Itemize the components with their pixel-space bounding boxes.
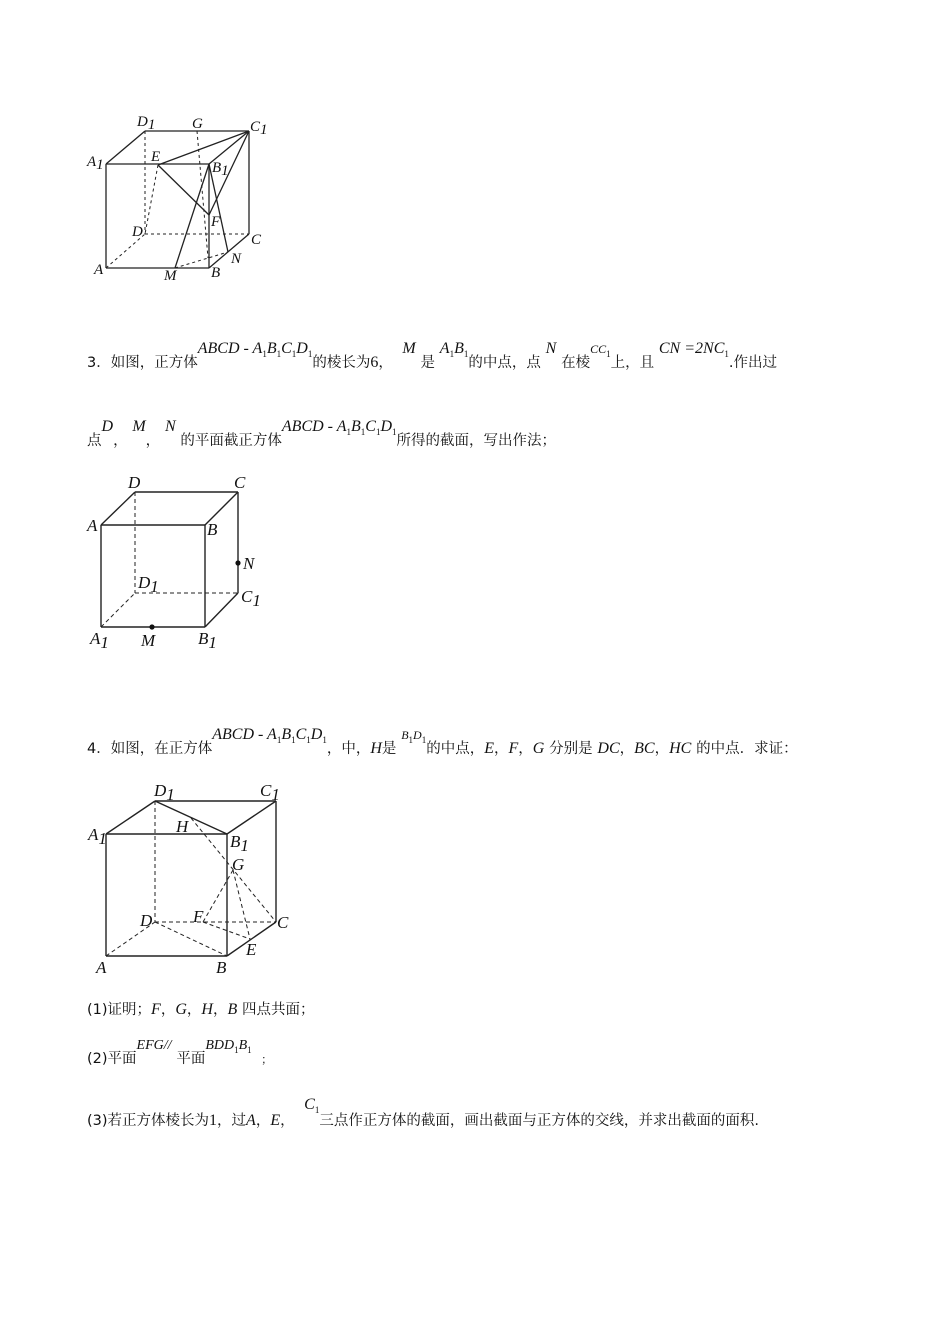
point-H: H [370, 740, 382, 757]
text: 是 [420, 355, 435, 371]
part-label: (2)平面 [87, 1051, 137, 1067]
comma: ， [280, 1113, 295, 1129]
label-F: F [211, 214, 221, 230]
point-M-dot [149, 624, 154, 629]
edge-CC1: CC1 [590, 342, 611, 359]
label-B1: B1 [212, 160, 229, 179]
text: 点 [87, 433, 102, 449]
point-E: E [484, 740, 494, 757]
problem-3-statement-line-2 [87, 418, 557, 452]
label-A1: A1 [88, 825, 107, 848]
point-F: F [508, 740, 519, 757]
edge-length: 6 [370, 354, 379, 371]
text: .作出过 [728, 355, 777, 371]
label-G: G [192, 116, 203, 132]
problem-4-part-3 [87, 1096, 759, 1132]
text: 的棱长为 [312, 355, 371, 371]
comma: ， [113, 433, 128, 449]
figure-2-cube-diagram [80, 470, 280, 655]
comma: ， [493, 741, 509, 757]
segment-B1D1: B1D1 [401, 728, 427, 745]
label-A: A [96, 958, 107, 977]
problem-4-part-2 [87, 1038, 273, 1070]
label-A1: A1 [90, 629, 109, 652]
label-B1: B1 [198, 629, 217, 652]
text: 三点作正方体的截面，画出截面与正方体的交线，并求出截面的面积. [319, 1113, 759, 1129]
part-label: (1)证明； [87, 1002, 152, 1018]
label-F: F [193, 907, 204, 926]
segment-DC: DC [597, 740, 620, 757]
comma: ， [518, 741, 533, 757]
label-D1: D1 [137, 114, 156, 133]
problem-3-statement-line-1 [87, 340, 777, 374]
text: 所得的截面，写出作法； [396, 433, 557, 449]
plane-BDD1B1: $BDD_1B_1$ [205, 1038, 252, 1055]
label-B: B [207, 520, 218, 539]
text: 的平面截正方体 [180, 433, 282, 449]
segment-BC: BC [634, 740, 655, 757]
edge-length: 1 [209, 1112, 218, 1129]
point-M: M [402, 340, 416, 357]
text: 上，且 [610, 355, 655, 371]
text: 分别是 [549, 741, 593, 757]
label-N: N [231, 251, 242, 267]
text: 的中点，点 [468, 355, 541, 371]
label-A: A [94, 262, 104, 278]
label-C1: C1 [250, 119, 268, 138]
text: ，中， [326, 741, 371, 757]
equation-CN-2NC1: CN $=2NC_1$ [658, 340, 729, 359]
text: ， [378, 355, 393, 371]
point-N-dot [235, 560, 240, 565]
cube-name: ABCD - $A_1B_1C_1D_1$ [197, 340, 313, 359]
semicolon: ； [261, 1053, 273, 1066]
label-D: D [128, 473, 141, 492]
label-C: C [234, 473, 246, 492]
cube-name: ABCD - $A_1B_1C_1D_1$ [212, 726, 327, 745]
label-D: D [132, 224, 143, 240]
point-G: G [532, 740, 545, 757]
text: 在棱 [561, 355, 591, 371]
point-F: F [151, 1001, 161, 1018]
comma: ， [145, 433, 161, 449]
label-E: E [151, 149, 161, 165]
label-D1: D1 [138, 573, 159, 596]
figure-3-cube-diagram [80, 775, 300, 980]
problem-4-part-1 [87, 999, 315, 1020]
label-B1: B1 [230, 832, 249, 855]
label-G: G [232, 855, 245, 874]
point-E: E [270, 1112, 281, 1129]
point-M: M [132, 418, 146, 435]
comma: ， [619, 741, 635, 757]
point-A: A [246, 1112, 256, 1129]
label-A: A [87, 516, 98, 535]
label-B: B [216, 958, 227, 977]
point-C1: $C_1$ [304, 1096, 320, 1115]
text: 如图，正方体 [110, 355, 198, 371]
point-H: H [201, 1001, 213, 1018]
comma: ， [160, 1002, 176, 1018]
label-C: C [251, 232, 262, 248]
problem-number: 3． [87, 355, 111, 371]
point-N: N [164, 418, 176, 435]
plane-EFG: EFG// [136, 1038, 172, 1053]
text: 平面 [176, 1051, 206, 1067]
label-M: M [141, 631, 156, 650]
label-D: D [140, 911, 153, 930]
point-G: G [175, 1001, 187, 1018]
label-B: B [211, 265, 221, 281]
text: 如图，在正方体 [110, 741, 213, 757]
problem-4-statement [87, 726, 798, 760]
label-E: E [246, 940, 257, 959]
label-C1: C1 [241, 587, 261, 610]
point-B: B [227, 1001, 238, 1018]
cube-name: ABCD - $A_1B_1C_1D_1$ [281, 418, 397, 437]
label-C1: C1 [260, 781, 280, 804]
point-N: N [545, 340, 557, 357]
comma: ， [186, 1002, 202, 1018]
label-H: H [176, 817, 189, 836]
problem-number: 4． [87, 741, 111, 757]
label-M: M [164, 268, 177, 284]
text: 四点共面； [242, 1002, 315, 1018]
comma: ， [212, 1002, 228, 1018]
text: ，过 [217, 1113, 247, 1129]
segment-HC: HC [669, 740, 692, 757]
label-A1: A1 [87, 154, 104, 173]
point-D: D [101, 418, 114, 435]
text: 是 [381, 741, 397, 757]
segment-A1B1: $A_1B_1$ [439, 340, 469, 359]
figure-1-cube-diagram [80, 100, 280, 290]
comma: ， [654, 741, 670, 757]
label-N: N [243, 554, 255, 573]
text: 的中点．求证： [696, 741, 798, 757]
label-C: C [277, 913, 289, 932]
text: 的中点， [426, 741, 485, 757]
comma: ， [255, 1113, 271, 1129]
part-label: (3)若正方体棱长为 [87, 1113, 210, 1129]
label-D1: D1 [154, 781, 175, 804]
